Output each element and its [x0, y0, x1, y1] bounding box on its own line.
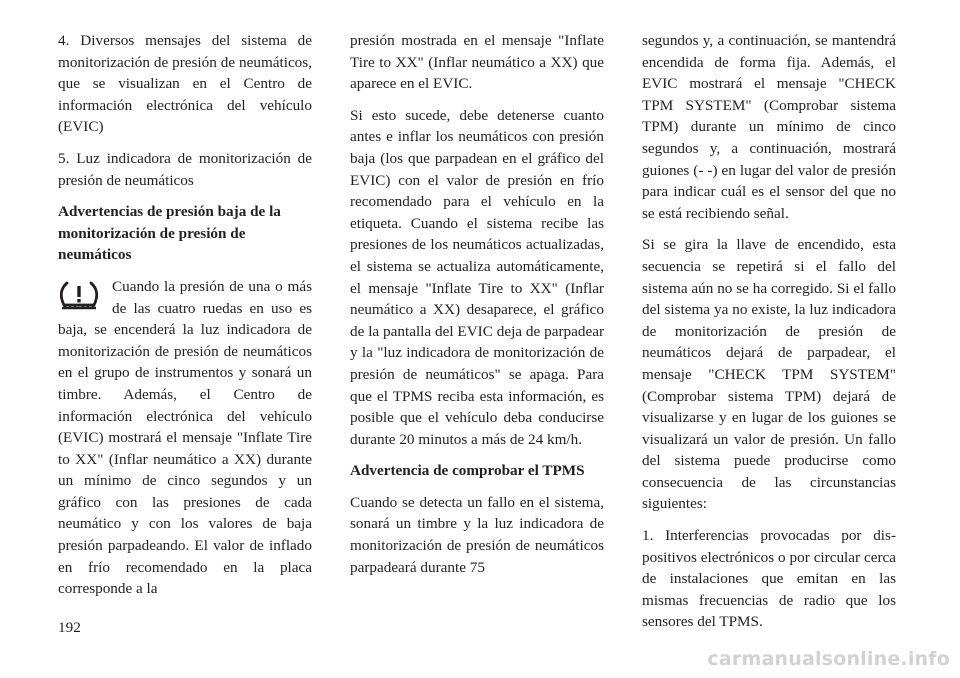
page-number: 192: [58, 619, 81, 636]
low-pressure-block: [58, 276, 312, 600]
section-heading-check-tpms: Advertencia de comprobar el TPMS: [350, 462, 585, 480]
paragraph-item-4: 4. Diversos mensajes del sistema de monitorización de presión de neumáticos, que se visualizan en el Centro de información electrónica del vehículo (EVIC): [58, 32, 312, 136]
paragraph-item-5: 5. Luz indicadora de monitorización de presión de neumáticos: [58, 149, 312, 189]
text-column-3: [642, 30, 896, 633]
paragraph-low-pressure: Cuando la presión de una o más de las cuatro ruedas en uso es baja, se encenderá la luz indicadora de monitorización de presión de neumáticos en el grupo de instrumentos y sonará un timbre. Además, el Centro de información electrónica del vehículo (EVIC) mostrará el mensaje "Inflate Tire to XX" (Inflar neumático a XX) durante un mínimo de cinco segundos y un gráfico con las presiones de cada neumático y con los valores de baja presión parpadeando. El valor de inflado en frío recomendado en la placa corresponde a la: [58, 277, 312, 598]
paragraph-seconds-continued: segundos y, a continuación, se mantendrá encendida de forma fija. Además, el EVIC mostrará el mensaje "CHECK TPM SYSTEM" (Comprobar sistema TPM) durante un mínimo de cinco segundos y, a continuación, mostrará guiones (- -) en lugar del valor de presión para indicar cuál es el sensor del que no se está recibiendo señal.: [642, 32, 896, 222]
paragraph-if-happens: Si esto sucede, debe detenerse cuanto antes e inflar los neumáticos con presión baja (los que parpadean en el gráfico del EVIC) con el valor de presión en frío recomendado para el vehículo en la etiqueta. Cuando el sistema recibe las presiones de los neumáticos actualizadas, el sistema se actualiza automáticamente, el mensaje "Inflate Tire to XX" (Inflar neumático a XX) desaparece, el gráfico de la pantalla del EVIC deja de parpadear y la "luz indicadora de monitorización de presión de neumáticos" se apaga. Para que el TPMS reciba esta información, es posible que el vehículo deba conducirse durante 20 minutos a más de 24 km/h.: [350, 106, 604, 448]
text-column-1: [58, 30, 312, 600]
text-column-2: [350, 30, 604, 578]
paragraph-pressure-continued: presión mostrada en el mensaje "Inflate Tire to XX" (Inflar neumático a XX) que aparece en el EVIC.: [350, 32, 604, 93]
section-heading-low-pressure: Advertencias de presión baja de la monitorización de presión de neumáticos: [58, 203, 281, 264]
tpms-warning-icon: [58, 280, 100, 310]
paragraph-check-tpms: Cuando se detecta un fallo en el sistema, sonará un timbre y la luz indicadora de monitorización de presión de neumáticos parpadeará durante 75: [350, 493, 604, 576]
paragraph-ignition: Si se gira la llave de encendido, esta secuencia se repetirá si el fallo del sistema aún no se ha corregido. Si el fallo del sistema ya no existe, la luz indicadora de monitorización de presión de neumáticos dejará de parpadear, el mensaje "CHECK TPM SYSTEM" (Comprobar sistema TPM) dejará de visualizarse y en lugar de los guiones se visualizará un valor de presión. Un fallo del sistema puede producirse como consecuencia de las circunstancias siguientes:: [642, 236, 896, 513]
watermark: carmanualsonline.info: [707, 648, 950, 670]
paragraph-item-1-interference: 1. Interferencias provocadas por dispositivos electrónicos o por circular cerca de instalaciones que emitan en las mismas frecuencias de radio que los sensores del TPMS.: [642, 527, 896, 631]
